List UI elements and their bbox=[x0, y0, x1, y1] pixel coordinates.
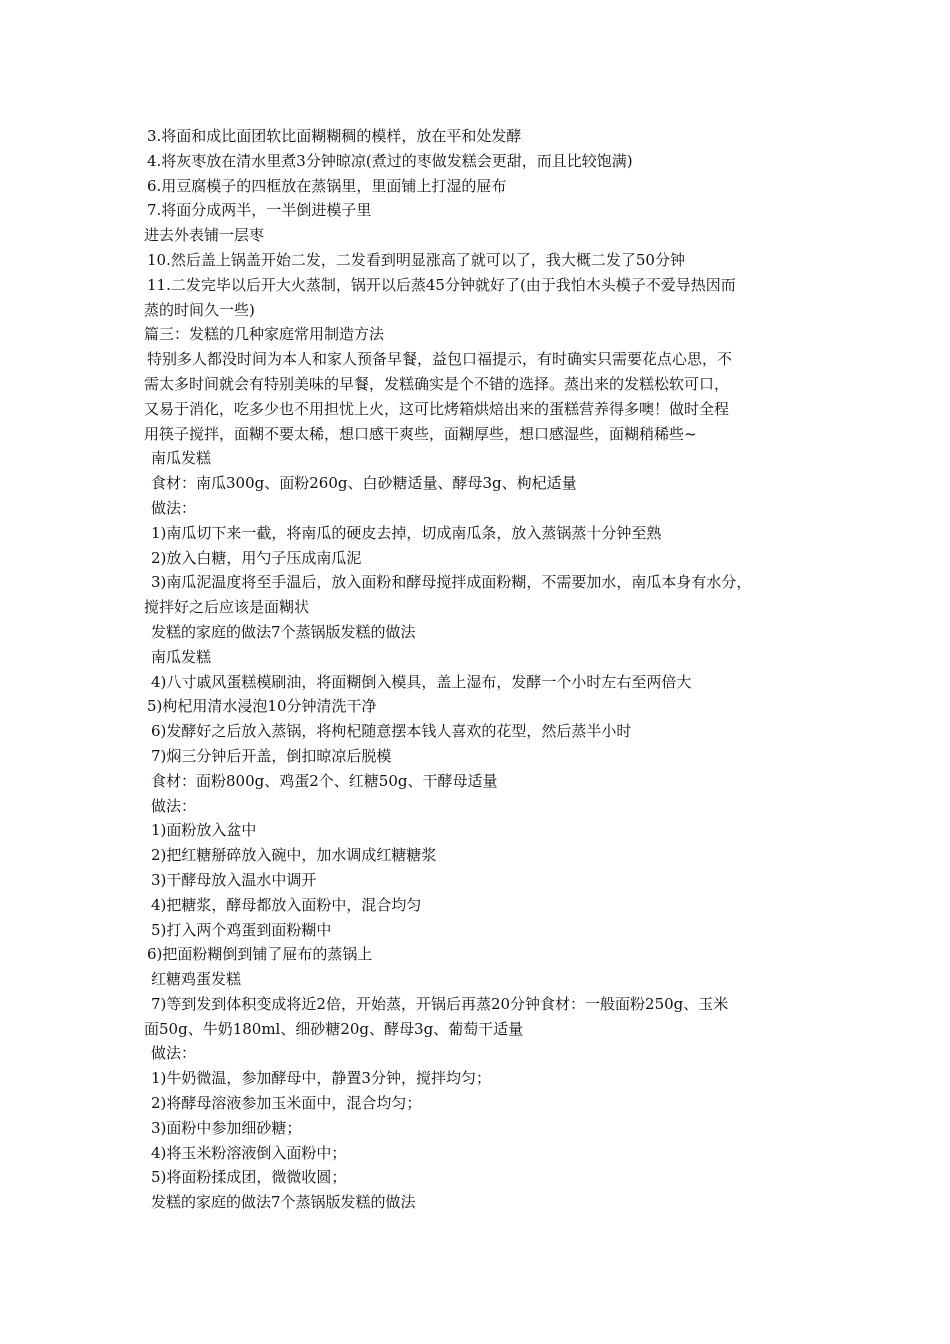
section-heading: 篇三：发糕的几种家庭常用制造方法 bbox=[144, 325, 385, 344]
text-line: 11.二发完毕以后开大火蒸制，锅开以后蒸45分钟就好了(由于我怕木头模子不爱导热因而 bbox=[147, 275, 736, 294]
text-line: 蒸的时间久一些) bbox=[144, 300, 255, 319]
text-line: 做法： bbox=[151, 498, 197, 517]
text-line: 4)将玉米粉溶液倒入面粉中； bbox=[151, 1143, 347, 1162]
text-line: 6)发酵好之后放入蒸锅，将枸杞随意摆本钱人喜欢的花型，然后蒸半小时 bbox=[151, 722, 632, 741]
text-line: 又易于消化，吃多少也不用担忧上火，这可比烤箱烘焙出来的蛋糕营养得多噢！做时全程 bbox=[144, 399, 730, 418]
text-line: 面50g、牛奶180ml、细砂糖20g、酵母3g、葡萄干适量 bbox=[144, 1019, 524, 1038]
text-line: 4)八寸戚风蛋糕模刷油，将面糊倒入模具，盖上湿布，发酵一个小时左右至两倍大 bbox=[151, 672, 692, 691]
text-line: 1)牛奶微温，参加酵母中，静置3分钟，搅拌均匀； bbox=[151, 1069, 491, 1088]
text-line: 发糕的家庭的做法7个蒸锅版发糕的做法 bbox=[151, 622, 416, 641]
text-line: 1)南瓜切下来一截，将南瓜的硬皮去掉，切成南瓜条，放入蒸锅蒸十分钟至熟 bbox=[151, 523, 662, 542]
recipe-title: 南瓜发糕 bbox=[151, 449, 212, 468]
text-line: 进去外表铺一层枣 bbox=[144, 226, 265, 245]
text-line: 3)南瓜泥温度将至手温后，放入面粉和酵母搅拌成面粉糊，不需要加水，南瓜本身有水分， bbox=[151, 573, 752, 592]
text-line: 用筷子搅拌，面糊不要太稀，想口感干爽些，面糊厚些，想口感湿些，面糊稍稀些~ bbox=[144, 424, 697, 443]
text-line: 3)干酵母放入温水中调开 bbox=[151, 870, 317, 889]
text-line: 5)将面粉揉成团，微微收圆； bbox=[151, 1168, 347, 1187]
text-line: 2)将酵母溶液参加玉米面中，混合均匀； bbox=[151, 1094, 422, 1113]
text-line: 7)焖三分钟后开盖，倒扣晾凉后脱模 bbox=[151, 746, 392, 765]
text-line: 发糕的家庭的做法7个蒸锅版发糕的做法 bbox=[151, 1193, 416, 1212]
text-line: 5)打入两个鸡蛋到面粉糊中 bbox=[151, 920, 332, 939]
recipe-title: 红糖鸡蛋发糕 bbox=[151, 970, 242, 989]
text-line: 食材：南瓜300g、面粉260g、白砂糖适量、酵母3g、枸杞适量 bbox=[151, 474, 577, 493]
text-line: 2)把红糖掰碎放入碗中，加水调成红糖糖浆 bbox=[151, 846, 437, 865]
text-line: 7)等到发到体积变成将近2倍，开始蒸，开锅后再蒸20分钟食材：一般面粉250g、玉米 bbox=[151, 994, 729, 1013]
text-line: 6.用豆腐模子的四框放在蒸锅里，里面铺上打湿的屉布 bbox=[147, 176, 507, 195]
text-line: 5)枸杞用清水浸泡10分钟清洗干净 bbox=[147, 697, 377, 716]
text-line: 需太多时间就会有特别美味的早餐，发糕确实是个不错的选择。蒸出来的发糕松软可口， bbox=[144, 374, 730, 393]
text-line: 特别多人都没时间为本人和家人预备早餐，益包口福提示，有时确实只需要花点心思，不 bbox=[147, 350, 733, 369]
text-line: 10.然后盖上锅盖开始二发，二发看到明显涨高了就可以了，我大概二发了50分钟 bbox=[147, 250, 685, 269]
text-line: 搅拌好之后应该是面糊状 bbox=[144, 598, 310, 617]
recipe-title: 南瓜发糕 bbox=[151, 647, 212, 666]
text-line: 1)面粉放入盆中 bbox=[151, 821, 257, 840]
text-line: 做法： bbox=[151, 796, 197, 815]
text-line: 3.将面和成比面团软比面糊糊稠的模样，放在平和处发酵 bbox=[147, 127, 522, 145]
text-line: 3)面粉中参加细砂糖； bbox=[151, 1118, 302, 1137]
text-line: 2)放入白糖，用勺子压成南瓜泥 bbox=[151, 548, 362, 567]
document-body bbox=[144, 124, 824, 1215]
text-line: 食材：面粉800g、鸡蛋2个、红糖50g、干酵母适量 bbox=[151, 771, 498, 790]
text-line: 4.将灰枣放在清水里煮3分钟晾凉(煮过的枣做发糕会更甜，而且比较饱满) bbox=[147, 151, 633, 170]
text-line: 做法： bbox=[151, 1044, 197, 1063]
text-line: 4)把糖浆，酵母都放入面粉中，混合均匀 bbox=[151, 895, 422, 914]
text-line: 7.将面分成两半，一半倒进模子里 bbox=[147, 201, 372, 220]
text-line: 6)把面粉糊倒到铺了屉布的蒸锅上 bbox=[147, 945, 373, 964]
